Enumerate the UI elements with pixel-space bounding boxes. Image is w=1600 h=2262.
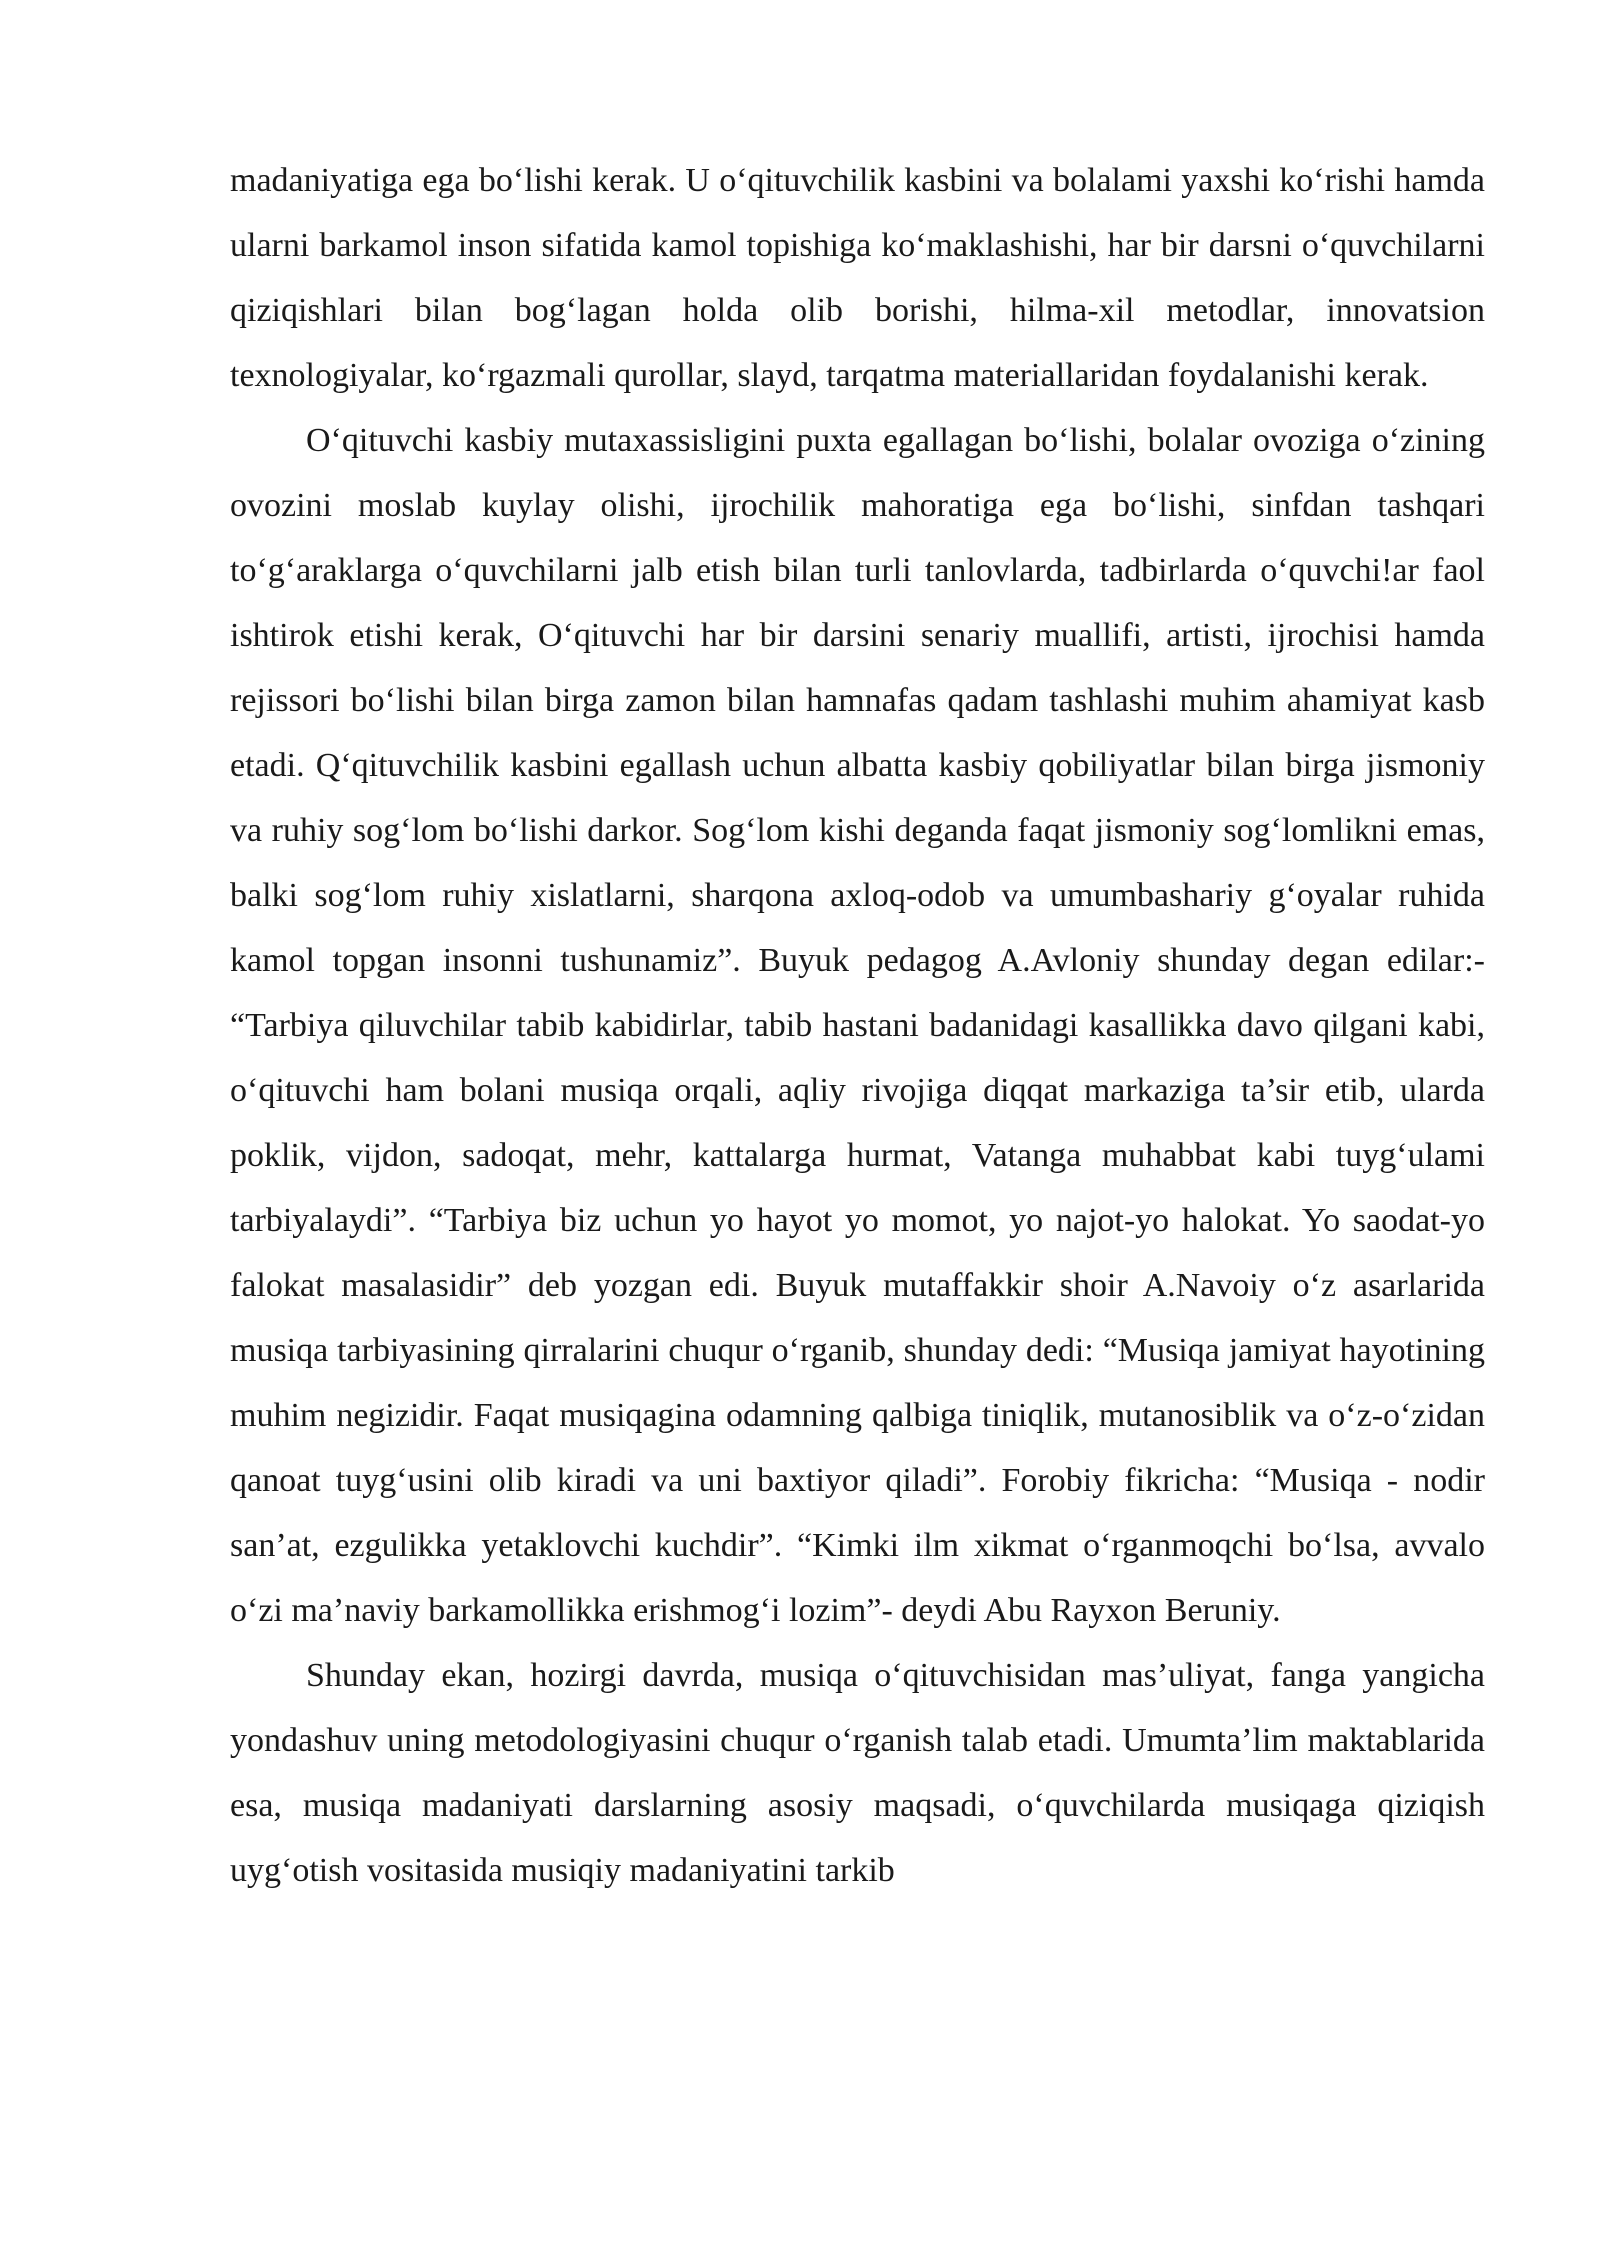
document-body — [230, 148, 1485, 1903]
paragraph-2: O‘qituvchi kasbiy mutaxassisligini puxta egallagan bo‘lishi, bolalar ovoziga o‘zining ovozini moslab kuylay olishi, ijrochilik mahoratiga ega bo‘lishi, sinfdan tashqari to‘g‘araklarga o‘quvchilarni jalb etish bilan turli tanlovlarda, tadbirlarda o‘quvchi!ar faol ishtirok etishi kerak, O‘qituvchi har bir darsini senariy muallifi, artisti, ijrochisi hamda rejissori bo‘lishi bilan birga zamon bilan hamnafas qadam tashlashi muhim ahamiyat kasb etadi. Q‘qituvchilik kasbini egallash uchun albatta kasbiy qobiliyatlar bilan birga jismoniy va ruhiy sog‘lom bo‘lishi darkor. Sog‘lom kishi deganda faqat jismoniy sog‘lomlikni emas, balki sog‘lom ruhiy xislatlarni, sharqona axloq-odob va umumbashariy g‘oyalar ruhida kamol topgan insonni tushunamiz”. Buyuk pedagog A.Avloniy shunday degan edilar:- “Tarbiya qiluvchilar tabib kabidirlar, tabib hastani badanidagi kasallikka davo qilgani kabi, o‘qituvchi ham bolani musiqa orqali, aqliy rivojiga diqqat markaziga ta’sir etib, ularda poklik, vijdon, sadoqat, mehr, kattalarga hurmat, Vatanga muhabbat kabi tuyg‘ulami tarbiyalaydi”. “Tarbiya biz uchun yo hayot yo momot, yo najot-yo halokat. Yo saodat-yo falokat masalasidir” deb yozgan edi. Buyuk mutaffakkir shoir A.Navoiy o‘z asarlarida musiqa tarbiyasining qirralarini chuqur o‘rganib, shunday dedi: “Musiqa jamiyat hayotining muhim negizidir. Faqat musiqagina odamning qalbiga tiniqlik, mutanosiblik va o‘z-o‘zidan qanoat tuyg‘usini olib kiradi va uni baxtiyor qiladi”. Forobiy fikricha: “Musiqa - nodir san’at, ezgulikka yetaklovchi kuchdir”. “Kimki ilm xikmat o‘rganmoqchi bo‘lsa, avvalo o‘zi ma’naviy barkamollikka erishmog‘i lozim”- deydi Abu Rayxon Beruniy. — [230, 422, 1485, 1629]
paragraph-1: madaniyatiga ega bo‘lishi kerak. U o‘qituvchilik kasbini va bolalami yaxshi ko‘rishi hamda ularni barkamol inson sifatida kamol topishiga ko‘maklashishi, har bir darsni o‘quvchilarni qiziqishlari bilan bog‘lagan holda olib borishi, hilma-xil metodlar, innovatsion texnologiyalar, ko‘rgazmali qurollar, slayd, tarqatma materiallaridan foydalanishi kerak. — [230, 162, 1485, 394]
paragraph-3: Shunday ekan, hozirgi davrda, musiqa o‘qituvchisidan mas’uliyat, fanga yangicha yondashuv uning metodologiyasini chuqur o‘rganish talab etadi. Umumta’lim maktablarida esa, musiqa madaniyati darslarning asosiy maqsadi, o‘quvchilarda musiqaga qiziqish uyg‘otish vositasida musiqiy madaniyatini tarkib — [230, 1657, 1485, 1889]
